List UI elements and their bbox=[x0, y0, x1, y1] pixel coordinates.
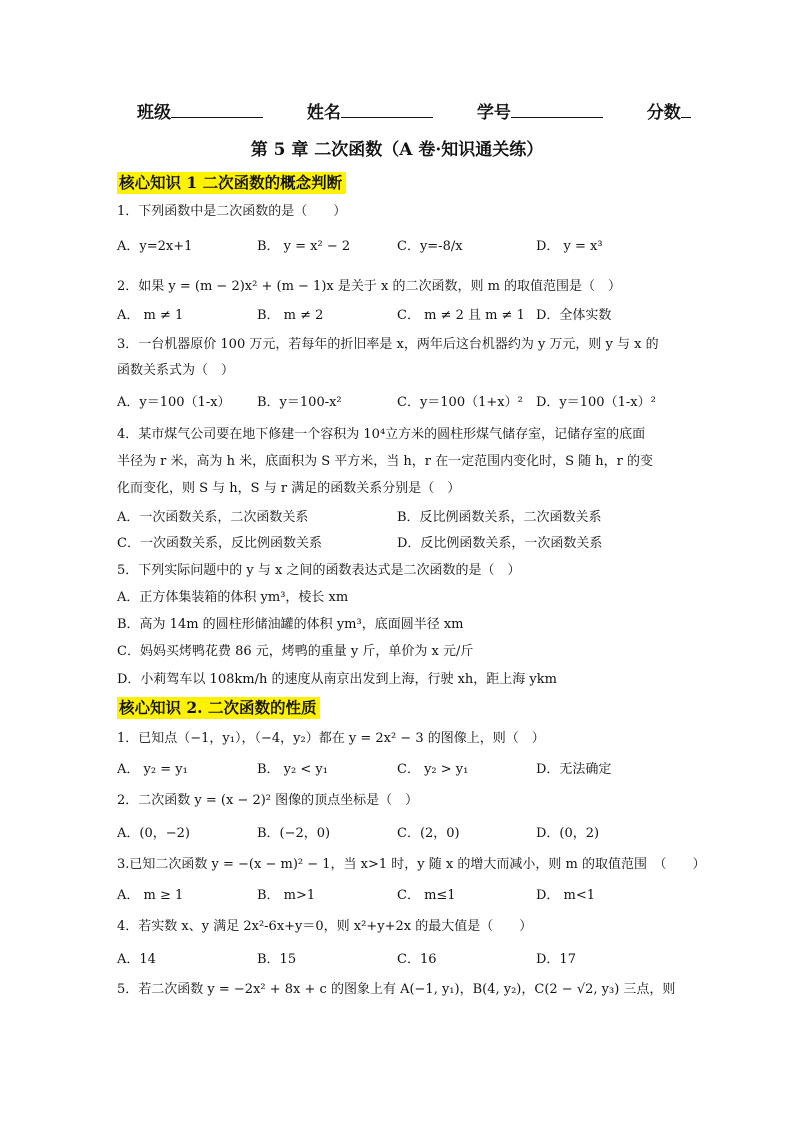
name-field bbox=[307, 98, 433, 123]
score-blank[interactable] bbox=[681, 101, 691, 118]
s1-q5-option-d: D．小莉驾车以 108km/h 的速度从南京出发到上海，行驶 xh，距上海 ykm bbox=[117, 672, 557, 687]
student-info-header bbox=[137, 98, 691, 123]
s1-q1-stem: 1．下列函数中是二次函数的是（ ） bbox=[117, 204, 347, 219]
id-blank[interactable] bbox=[511, 101, 603, 118]
s2-q1-option-a: A． y₂ = y₁ bbox=[117, 762, 188, 777]
s1-q2-stem: 2．如果 y = (m − 2)x² + (m − 1)x 是关于 x 的二次函数，则 m 的取值范围是（ ） bbox=[117, 279, 622, 294]
s2-q1-option-b: B． y₂ < y₁ bbox=[257, 762, 328, 777]
s2-q3-option-b: B． m>1 bbox=[257, 888, 316, 903]
s1-q1-option-a: A．y=2x+1 bbox=[117, 239, 193, 254]
s2-q4-option-b: B．15 bbox=[257, 952, 297, 967]
s2-q5-stem: 5．若二次函数 y = −2x² + 8x + c 的图象上有 A(−1, y₁)，B(4, y₂)，C(2 − √2, y₃) 三点，则 bbox=[117, 982, 676, 997]
s1-q3-option-b: B．y＝100-x² bbox=[257, 395, 342, 410]
s2-q3-option-a: A． m ≥ 1 bbox=[117, 888, 184, 903]
s2-q2-stem: 2．二次函数 y = (x − 2)² 图像的顶点坐标是（ ） bbox=[117, 793, 419, 808]
s1-q2-option-b: B． m ≠ 2 bbox=[257, 308, 324, 323]
s2-q1-stem: 1．已知点（−1，y₁），（−4，y₂）都在 y = 2x² − 3 的图像上，则（ ） bbox=[117, 731, 545, 746]
s1-q3-option-c: C．y＝100（1+x）² bbox=[397, 395, 523, 410]
s2-q4-option-a: A．14 bbox=[117, 952, 156, 967]
s1-q3-stem-line1: 3．一台机器原价 100 万元，若每年的折旧率是 x，两年后这台机器约为 y 万元，则 y 与 x 的 bbox=[117, 337, 659, 352]
s1-q1-option-d: D． y = x³ bbox=[536, 239, 603, 254]
s1-q2-option-a: A． m ≠ 1 bbox=[117, 308, 184, 323]
score-field bbox=[647, 98, 691, 123]
s2-q2-option-a: A．(0，−2) bbox=[117, 826, 190, 841]
s1-q4-option-d: D．反比例函数关系，一次函数关系 bbox=[397, 536, 603, 551]
s2-q4-stem: 4．若实数 x、y 满足 2x²-6x+y＝0，则 x²+y+2x 的最大值是（ ） bbox=[117, 919, 533, 934]
s2-q2-option-d: D．(0，2) bbox=[536, 826, 600, 841]
name-label: 姓名 bbox=[306, 103, 341, 123]
s2-q3-stem: 3.已知二次函数 y = −(x − m)² − 1，当 x>1 时，y 随 x 的增大而减小，则 m 的取值范围 （ ） bbox=[117, 857, 706, 872]
s2-q1-option-d: D．无法确定 bbox=[536, 762, 612, 777]
class-label: 班级 bbox=[137, 103, 171, 123]
s2-q2-option-c: C．(2，0) bbox=[397, 826, 460, 841]
s2-q4-option-c: C．16 bbox=[397, 952, 437, 967]
s1-q5-option-c: C．妈妈买烤鸭花费 86 元，烤鸭的重量 y 斤，单价为 x 元/斤 bbox=[117, 644, 474, 659]
s1-q4-option-c: C．一次函数关系，反比例函数关系 bbox=[117, 536, 322, 551]
class-blank[interactable] bbox=[171, 101, 263, 118]
s2-q4-option-d: D．17 bbox=[536, 952, 576, 967]
s1-q4-stem-line1: 4．某市煤气公司要在地下修建一个容积为 10⁴立方米的圆柱形煤气储存室，记储存室的底面 bbox=[117, 427, 646, 442]
class-field bbox=[137, 98, 263, 123]
s2-q2-option-b: B．(−2，0) bbox=[257, 826, 331, 841]
section-heading-1: 核心知识 1 二次函数的概念判断 bbox=[117, 172, 346, 194]
s1-q2-option-c: C． m ≠ 2 且 m ≠ 1 bbox=[397, 308, 525, 323]
s1-q2-option-d: D．全体实数 bbox=[536, 308, 612, 323]
s1-q5-option-b: B．高为 14m 的圆柱形储油罐的体积 ym³，底面圆半径 xm bbox=[117, 617, 464, 632]
id-field bbox=[477, 98, 603, 123]
s2-q3-option-d: D． m<1 bbox=[536, 888, 596, 903]
s1-q1-option-c: C．y=-8/x bbox=[397, 239, 463, 254]
s1-q3-option-d: D．y＝100（1-x）² bbox=[536, 395, 656, 410]
s1-q1-option-b: B． y = x² − 2 bbox=[257, 239, 351, 254]
name-blank[interactable] bbox=[341, 101, 433, 118]
s2-q1-option-c: C． y₂ > y₁ bbox=[397, 762, 469, 777]
worksheet-title: 第 5 章 二次函数（A 卷·知识通关练） bbox=[250, 140, 544, 160]
s1-q4-option-b: B．反比例函数关系，二次函数关系 bbox=[397, 510, 602, 525]
s1-q3-option-a: A．y＝100（1-x） bbox=[117, 395, 231, 410]
s1-q4-option-a: A．一次函数关系，二次函数关系 bbox=[117, 510, 309, 525]
s1-q5-option-a: A．正方体集装箱的体积 ym³，棱长 xm bbox=[117, 590, 349, 605]
s1-q4-stem-line2: 半径为 r 米，高为 h 米，底面积为 S 平方米，当 h，r 在一定范围内变化时，S 随 h，r 的变 bbox=[117, 454, 654, 469]
score-label: 分数 bbox=[646, 103, 681, 123]
id-label: 学号 bbox=[476, 103, 511, 123]
s1-q3-stem-line2: 函数关系式为（ ） bbox=[117, 363, 235, 378]
s1-q5-stem: 5．下列实际问题中的 y 与 x 之间的函数表达式是二次函数的是（ ） bbox=[117, 563, 521, 578]
s2-q3-option-c: C． m≤1 bbox=[397, 888, 456, 903]
s1-q4-stem-line3: 化而变化，则 S 与 h，S 与 r 满足的函数关系分别是（ ） bbox=[117, 481, 461, 496]
section-heading-2: 核心知识 2. 二次函数的性质 bbox=[117, 697, 320, 719]
